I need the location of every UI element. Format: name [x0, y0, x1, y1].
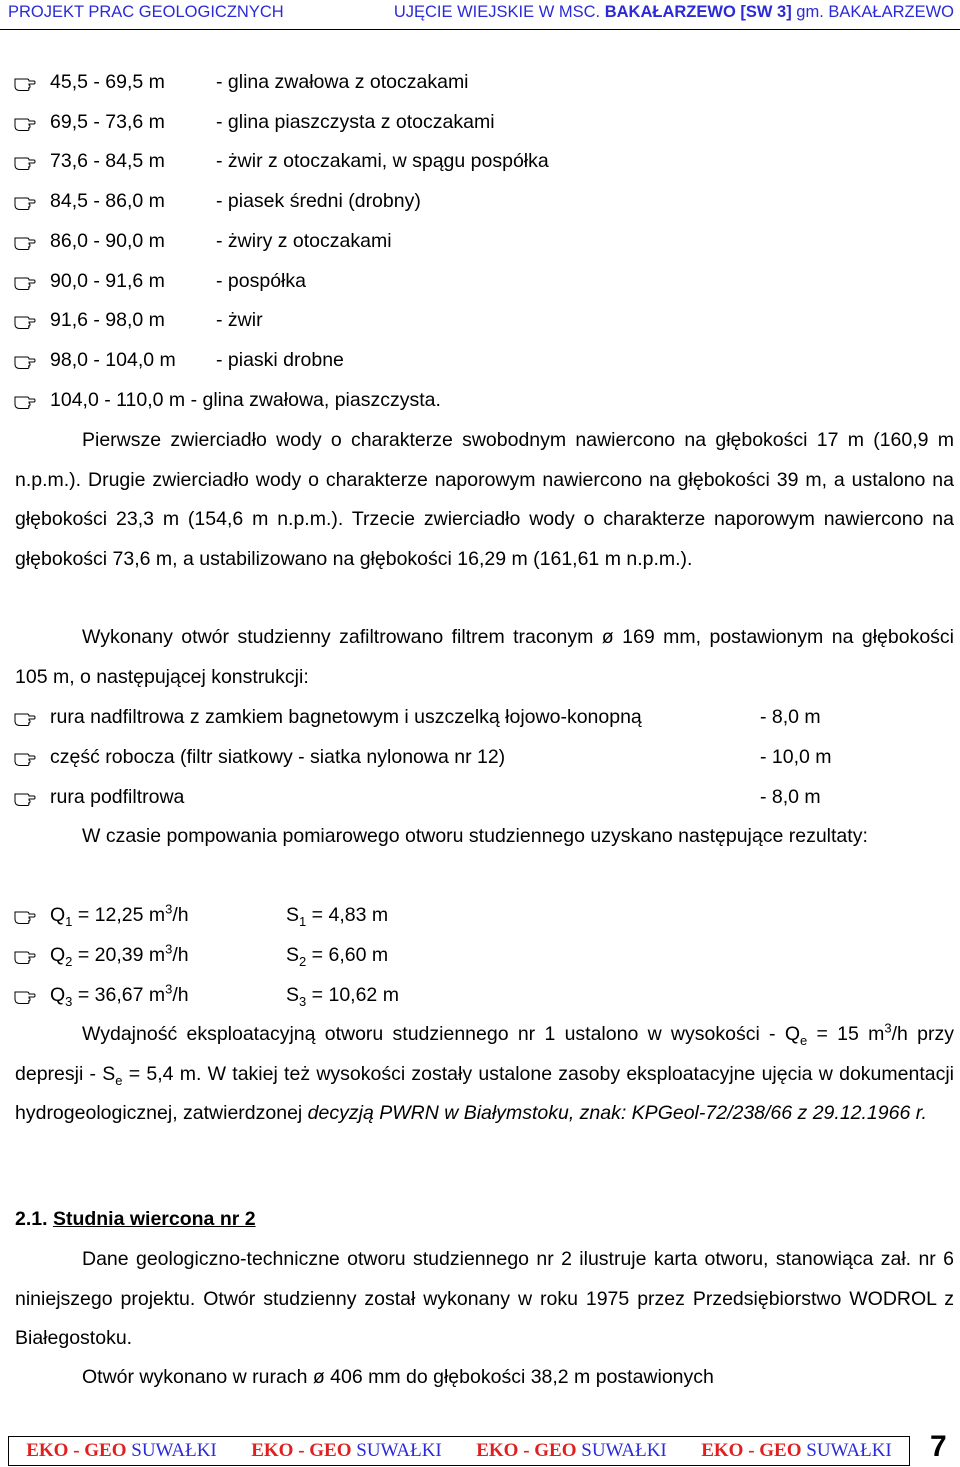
water-table-paragraph — [15, 421, 954, 579]
list-item — [0, 901, 960, 929]
footer-company — [476, 1440, 667, 1462]
list-item — [0, 227, 960, 255]
pointing-hand-icon — [14, 353, 36, 369]
drawdown-value — [286, 901, 388, 929]
well2-text: Dane geologiczno-techniczne otworu studziennego nr 2 ilustruje karta otworu, stanowiąca zał. nr 6 niniejszego projektu. Otwór studzienny został wykonany w roku 1975 przez Przedsiębiorstwo WODROL z Białegostoku. — [15, 1248, 954, 1349]
list-item — [0, 147, 960, 175]
layer-description: - glina zwałowa, piaszczysta. — [190, 389, 441, 411]
yield-exponent: 3 — [884, 1020, 892, 1036]
list-item — [0, 187, 960, 215]
pointing-hand-icon — [14, 988, 36, 1004]
list-item — [0, 743, 960, 771]
pointing-hand-icon — [14, 234, 36, 250]
footer-company-city: SUWAŁKI — [581, 1440, 667, 1461]
layer-depth-description — [50, 386, 441, 414]
layer-description: - piaski drobne — [216, 349, 344, 371]
q-subscript: 2 — [65, 953, 73, 969]
drawdown-value — [286, 981, 399, 1009]
pointing-hand-icon — [14, 154, 36, 170]
pointing-hand-icon — [14, 313, 36, 329]
depression-subscript: e — [115, 1072, 123, 1088]
list-item — [0, 267, 960, 295]
q-unit: /h — [172, 904, 189, 926]
section-heading — [15, 1208, 256, 1231]
drilling-text: Otwór wykonano w rurach ø 406 mm do głębokości 38,2 m postawionych — [82, 1366, 714, 1388]
q-unit-exponent: 3 — [165, 981, 173, 997]
page-header — [0, 0, 960, 30]
q-label: Q — [50, 944, 66, 966]
filter-text: Wykonany otwór studzienny zafiltrowano filtrem traconym ø 169 mm, postawionym na głębokości 105 m, o następującej konstrukcji: — [15, 626, 954, 688]
layer-description: - pospółka — [216, 270, 306, 292]
list-item — [0, 68, 960, 96]
list-item — [0, 783, 960, 811]
discharge-value — [50, 941, 189, 969]
construction-length: - 10,0 m — [760, 746, 832, 768]
layer-depth: 69,5 - 73,6 m — [50, 111, 165, 133]
list-item — [0, 306, 960, 334]
yield-subscript: e — [800, 1032, 808, 1048]
q-value: = 36,67 m — [72, 984, 166, 1006]
yield-text-2: = 15 m — [807, 1023, 885, 1045]
s-label: S — [286, 944, 300, 966]
s-subscript: 3 — [299, 993, 307, 1009]
well2-paragraph — [15, 1240, 954, 1359]
header-project-title: PROJEKT PRAC GEOLOGICZNYCH — [8, 3, 284, 21]
results-text: W czasie pompowania pomiarowego otworu studziennego uzyskano następujące rezultaty: — [82, 825, 868, 847]
list-item — [0, 346, 960, 374]
footer-company-city: SUWAŁKI — [356, 1440, 442, 1461]
layer-description: - żwir z otoczakami, w spągu pospółka — [216, 150, 549, 172]
s-label: S — [286, 984, 300, 1006]
layer-depth: 84,5 - 86,0 m — [50, 190, 165, 212]
header-location — [394, 3, 954, 22]
list-item — [0, 941, 960, 969]
q-value: = 20,39 m — [72, 944, 166, 966]
list-item — [0, 703, 960, 731]
q-label: Q — [50, 984, 66, 1006]
q-unit-exponent: 3 — [165, 901, 173, 917]
s-subscript: 1 — [299, 913, 307, 929]
page-footer — [8, 1436, 910, 1466]
yield-paragraph — [15, 1015, 954, 1134]
list-item — [0, 108, 960, 136]
layer-depth: 104,0 - 110,0 m — [50, 389, 186, 411]
drawdown-value — [286, 941, 388, 969]
decision-reference: decyzją PWRN w Białymstoku, znak: KPGeol-72/238/66 z 29.12.1966 r. — [307, 1102, 927, 1124]
layer-description: - glina zwałowa z otoczakami — [216, 71, 469, 93]
s-label: S — [286, 904, 300, 926]
pointing-hand-icon — [14, 750, 36, 766]
layer-depth: 98,0 - 104,0 m — [50, 349, 176, 371]
q-unit-exponent: 3 — [165, 941, 173, 957]
footer-company-name: EKO - GEO — [476, 1440, 577, 1461]
list-item — [0, 386, 960, 414]
footer-company — [251, 1440, 442, 1462]
layer-depth: 73,6 - 84,5 m — [50, 150, 165, 172]
pointing-hand-icon — [14, 194, 36, 210]
construction-element: rura podfiltrowa — [50, 786, 185, 808]
drilling-paragraph — [15, 1358, 954, 1398]
q-subscript: 3 — [65, 993, 73, 1009]
q-unit: /h — [172, 944, 189, 966]
layer-depth: 90,0 - 91,6 m — [50, 270, 165, 292]
yield-text-1: Wydajność eksploatacyjną otworu studziennego nr 1 ustalono w wysokości - Q — [82, 1023, 800, 1045]
layer-depth: 45,5 - 69,5 m — [50, 71, 165, 93]
q-unit: /h — [172, 984, 189, 1006]
footer-company-name: EKO - GEO — [701, 1440, 802, 1461]
list-item — [0, 981, 960, 1009]
q-subscript: 1 — [65, 913, 73, 929]
q-value: = 12,25 m — [72, 904, 166, 926]
header-location-name: BAKAŁARZEWO [SW 3] — [604, 3, 792, 21]
header-location-commune: gm. BAKAŁARZEWO — [796, 3, 954, 21]
s-value: = 4,83 m — [306, 904, 389, 926]
pointing-hand-icon — [14, 948, 36, 964]
section-number: 2.1. — [15, 1208, 48, 1230]
discharge-value — [50, 981, 189, 1009]
discharge-value — [50, 901, 189, 929]
footer-company-city: SUWAŁKI — [806, 1440, 892, 1461]
yield-text-4: = 5,4 m. W takiej też wysokości zostały ustalone zasoby eksploatacyjne ujęcia w dokumentacji hydrogeologicznej, zatwierdzonej — [15, 1062, 954, 1124]
layer-description: - piasek średni (drobny) — [216, 190, 421, 212]
page-number: 7 — [930, 1430, 947, 1463]
pointing-hand-icon — [14, 710, 36, 726]
footer-company-city: SUWAŁKI — [131, 1440, 217, 1461]
construction-length: - 8,0 m — [760, 786, 821, 808]
pointing-hand-icon — [14, 115, 36, 131]
q-label: Q — [50, 904, 66, 926]
construction-element: rura nadfiltrowa z zamkiem bagnetowym i uszczelką łojowo-konopną — [50, 706, 642, 728]
footer-company — [26, 1440, 217, 1462]
pointing-hand-icon — [14, 75, 36, 91]
section-title: Studnia wiercona nr 2 — [52, 1208, 256, 1230]
layer-description: - żwir — [216, 309, 263, 331]
filter-paragraph — [15, 618, 954, 697]
footer-company-name: EKO - GEO — [251, 1440, 352, 1461]
pointing-hand-icon — [14, 274, 36, 290]
yield-text-3: /h przy depresji - S — [15, 1023, 955, 1085]
construction-length: - 8,0 m — [760, 706, 821, 728]
results-paragraph — [15, 817, 954, 857]
s-value: = 6,60 m — [306, 944, 389, 966]
pointing-hand-icon — [14, 393, 36, 409]
water-table-text: Pierwsze zwierciadło wody o charakterze swobodnym nawiercono na głębokości 17 m (160,9 m n.p.m.). Drugie zwierciadło wody o charakterze naporowym nawiercono na głębokości 39 m, a ustalono na głębokości 23,3 m (154,6 m n.p.m.). Trzecie zwierciadło wody o charakterze naporowym nawiercono na głębokości 73,6 m, a ustabilizowano na głębokości 16,29 m (161,61 m n.p.m.). — [15, 429, 954, 570]
pointing-hand-icon — [14, 908, 36, 924]
layer-description: - żwiry z otoczakami — [216, 230, 392, 252]
s-value: = 10,62 m — [306, 984, 399, 1006]
footer-company — [701, 1440, 892, 1462]
layer-depth: 86,0 - 90,0 m — [50, 230, 165, 252]
layer-description: - glina piaszczysta z otoczakami — [216, 111, 495, 133]
footer-company-name: EKO - GEO — [26, 1440, 127, 1461]
header-location-prefix: UJĘCIE WIEJSKIE W MSC. — [393, 3, 601, 21]
s-subscript: 2 — [299, 953, 307, 969]
layer-depth: 91,6 - 98,0 m — [50, 309, 165, 331]
construction-element: część robocza (filtr siatkowy - siatka nylonowa nr 12) — [50, 746, 506, 768]
pointing-hand-icon — [14, 790, 36, 806]
